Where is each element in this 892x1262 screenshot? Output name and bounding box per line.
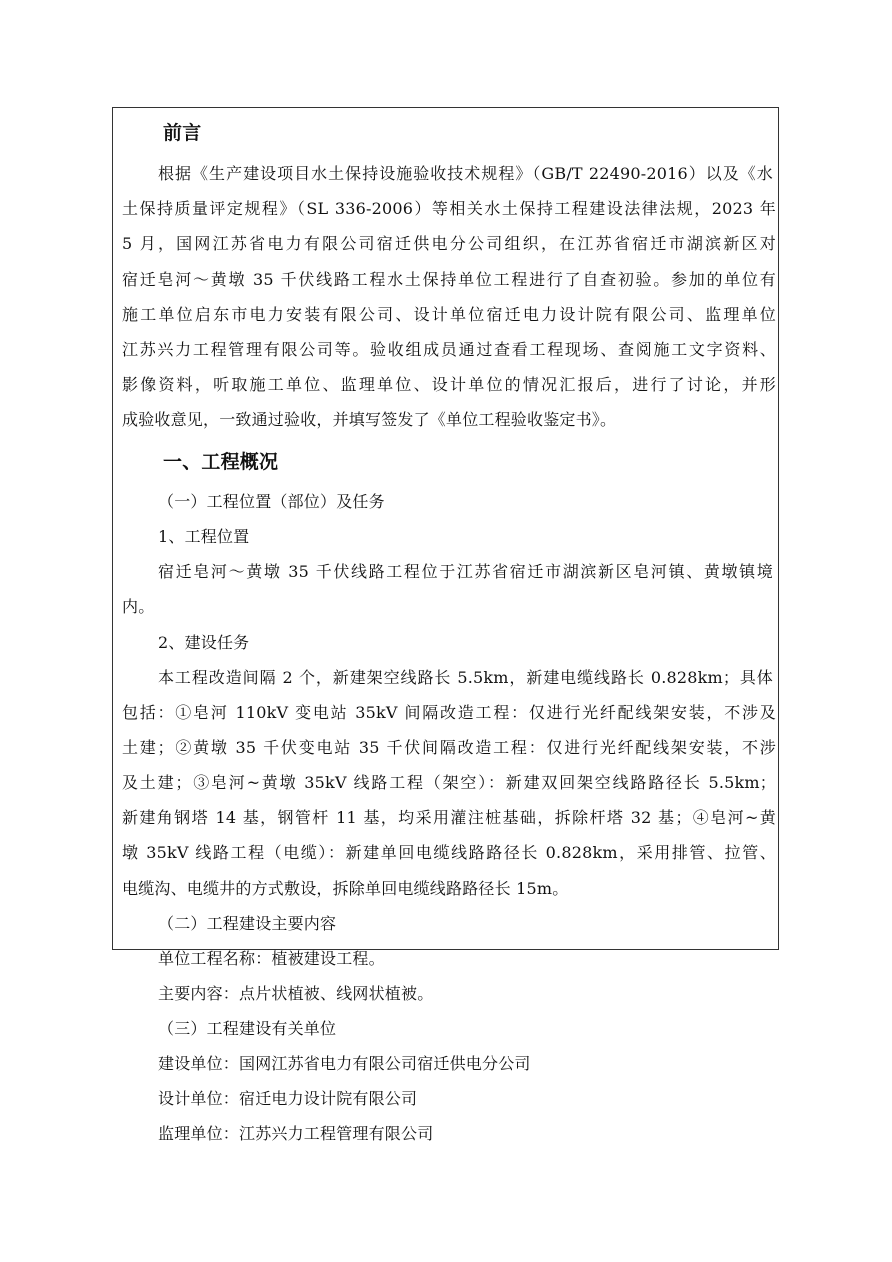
task-line-3: 土建；②黄墩 35 千伏变电站 35 千伏间隔改造工程：仅进行光纤配线架安装，不涉 (122, 738, 776, 757)
main-content-text: 主要内容：点片状植被、线网状植被。 (158, 984, 434, 1003)
preface-line-6: 江苏兴力工程管理有限公司等。验收组成员通过查看工程现场、查阅施工文字资料、 (122, 340, 776, 359)
task-line-5: 新建角钢塔 14 基，钢管杆 11 基，均采用灌注桩基础，拆除杆塔 32 基；④皂河~黄 (122, 808, 776, 827)
preface-line-2: 土保持质量评定规程》（SL 336-2006）等相关水土保持工程建设法律法规，2023 年 (122, 199, 776, 218)
preface-line-4: 宿迁皂河～黄墩 35 千伏线路工程水土保持单位工程进行了自查初验。参加的单位有 (122, 270, 776, 289)
designer-text: 设计单位：宿迁电力设计院有限公司 (158, 1089, 418, 1108)
item-1-heading: 1、工程位置 (158, 527, 250, 546)
subsection-2-heading: （二）工程建设主要内容 (158, 914, 337, 933)
preface-line-5: 施工单位启东市电力安装有限公司、设计单位宿迁电力设计院有限公司、监理单位 (122, 305, 776, 324)
preface-line-7: 影像资料，听取施工单位、监理单位、设计单位的情况汇报后，进行了讨论，并形 (122, 375, 776, 394)
task-line-7: 电缆沟、电缆井的方式敷设，拆除单回电缆线路路径长 15m。 (122, 879, 569, 898)
subsection-1-heading: （一）工程位置（部位）及任务 (158, 492, 385, 511)
preface-heading: 前言 (163, 122, 202, 144)
task-line-1: 本工程改造间隔 2 个，新建架空线路长 5.5km，新建电缆线路长 0.828km；具体 (158, 668, 773, 687)
preface-line-1: 根据《生产建设项目水土保持设施验收技术规程》（GB/T 22490-2016）以及《水 (158, 164, 773, 183)
preface-line-3: 5 月，国网江苏省电力有限公司宿迁供电分公司组织，在江苏省宿迁市湖滨新区对 (122, 234, 776, 253)
builder-text: 建设单位：国网江苏省电力有限公司宿迁供电分公司 (158, 1054, 531, 1073)
location-line-1: 宿迁皂河～黄墩 35 千伏线路工程位于江苏省宿迁市湖滨新区皂河镇、黄墩镇境 (158, 562, 773, 581)
section-heading: 一、工程概况 (163, 451, 279, 473)
subsection-3-heading: （三）工程建设有关单位 (158, 1019, 337, 1038)
task-line-2: 包括：①皂河 110kV 变电站 35kV 间隔改造工程：仅进行光纤配线架安装，不涉及 (122, 703, 776, 722)
location-line-2: 内。 (122, 597, 155, 616)
unit-name-text: 单位工程名称：植被建设工程。 (158, 949, 385, 968)
task-line-4: 及土建；③皂河~黄墩 35kV 线路工程（架空）：新建双回架空线路路径长 5.5km； (122, 773, 776, 792)
item-2-heading: 2、建设任务 (158, 633, 250, 652)
supervisor-text: 监理单位：江苏兴力工程管理有限公司 (158, 1124, 434, 1143)
preface-line-8: 成验收意见，一致通过验收，并填写签发了《单位工程验收鉴定书》。 (122, 410, 617, 429)
task-line-6: 墩 35kV 线路工程（电缆）：新建单回电缆线路路径长 0.828km，采用排管、拉管、 (122, 843, 776, 862)
